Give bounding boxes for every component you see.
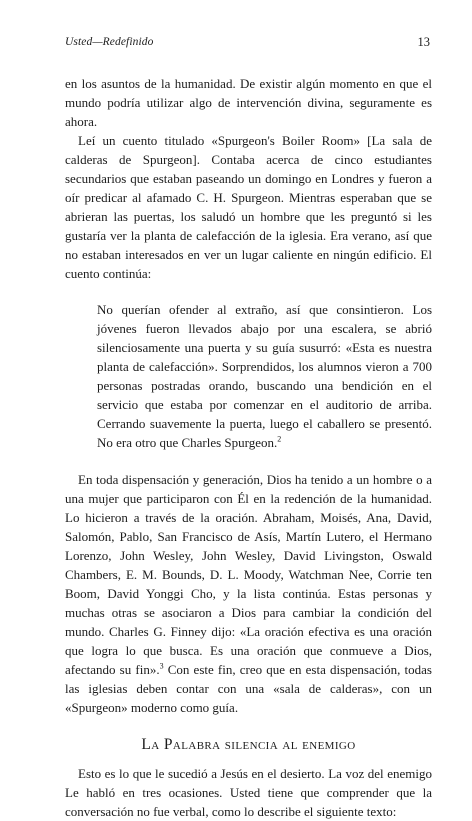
body-text [65,74,432,821]
block-quote [65,300,432,452]
footnote-ref-3: 3 [159,661,164,671]
section-heading: La Palabra silencia al enemigo [141,736,356,753]
paragraph-4: Esto es lo que le sucedió a Jesús en el desierto. La voz del enemigo Le habló en tres ocasiones. Usted tiene que comprender que la conversación no fue verbal, como lo describe el siguiente texto: [65,766,432,819]
paragraph-1: en los asuntos de la humanidad. De existir algún momento en que el mundo podría utilizar algo de intervención divina, seguramente es ahora. [65,76,432,129]
page-number: 13 [417,35,430,49]
paragraph-3-text: En toda dispensación y generación, Dios ha tenido a un hombre o a una mujer que participaron con Él en la redención de la humanidad. Lo hicieron a través de la oración. Abraham, Moisés, Ana, David, Salomón, Pablo, San Francisco de Asís, Martín Lutero, el Hermano Lorenzo, John Wesley, John Wesley, David Livingston, Oswald Chambers, E. M. Bounds, D. L. Moody, Watchman Nee, Corrie ten Boom, David Yonggi Cho, y la lista continúa. Estas personas y muchas otras se asociaron a Dios para cambiar la condición del mundo. Charles G. Finney dijo: «La oración efectiva es una oración que logra lo que busca. Es una oración que conmueve a Dios, afectando su fin». [65,472,432,677]
paragraph-2: Leí un cuento titulado «Spurgeon's Boiler Room» [La sala de calderas de Spurgeon]. Contaba acerca de cinco estudiantes secundarios que estaban paseando un domingo en Londres y fueron a oír predicar al afamado C. H. Spurgeon. Mientras esperaban que se abrieran las puertas, los saludó un hombre que les preguntó si les gustaría ver la planta de calefacción de la iglesia. Era verano, así que no estaban interesados en ver un lugar caliente en ningún edificio. El cuento continúa: [65,133,432,281]
paragraph-3-tail: Con este fin, creo que en esta dispensación, todas las iglesias deben contar con una «sala de calderas», con un «Spurgeon» moderno como guía. [65,662,432,715]
running-head: Usted—Redefinido [65,36,154,48]
block-quote-text: No querían ofender al extraño, así que consintieron. Los jóvenes fueron llevados abajo por una escalera, se abrió silenciosamente una puerta y su guía susurró: «Esta es nuestra planta de calefacción». Sorprendidos, los alumnos vieron a 700 personas postradas orando, buscando una bendición en el servicio que estaba por comenzar en el auditorio de arriba. Cerrando suavemente la puerta, luego el caballero se presentó. No era otro que Charles Spurgeon. [97,302,432,450]
footnote-ref-2: 2 [277,434,282,444]
paragraph-3 [65,470,432,717]
